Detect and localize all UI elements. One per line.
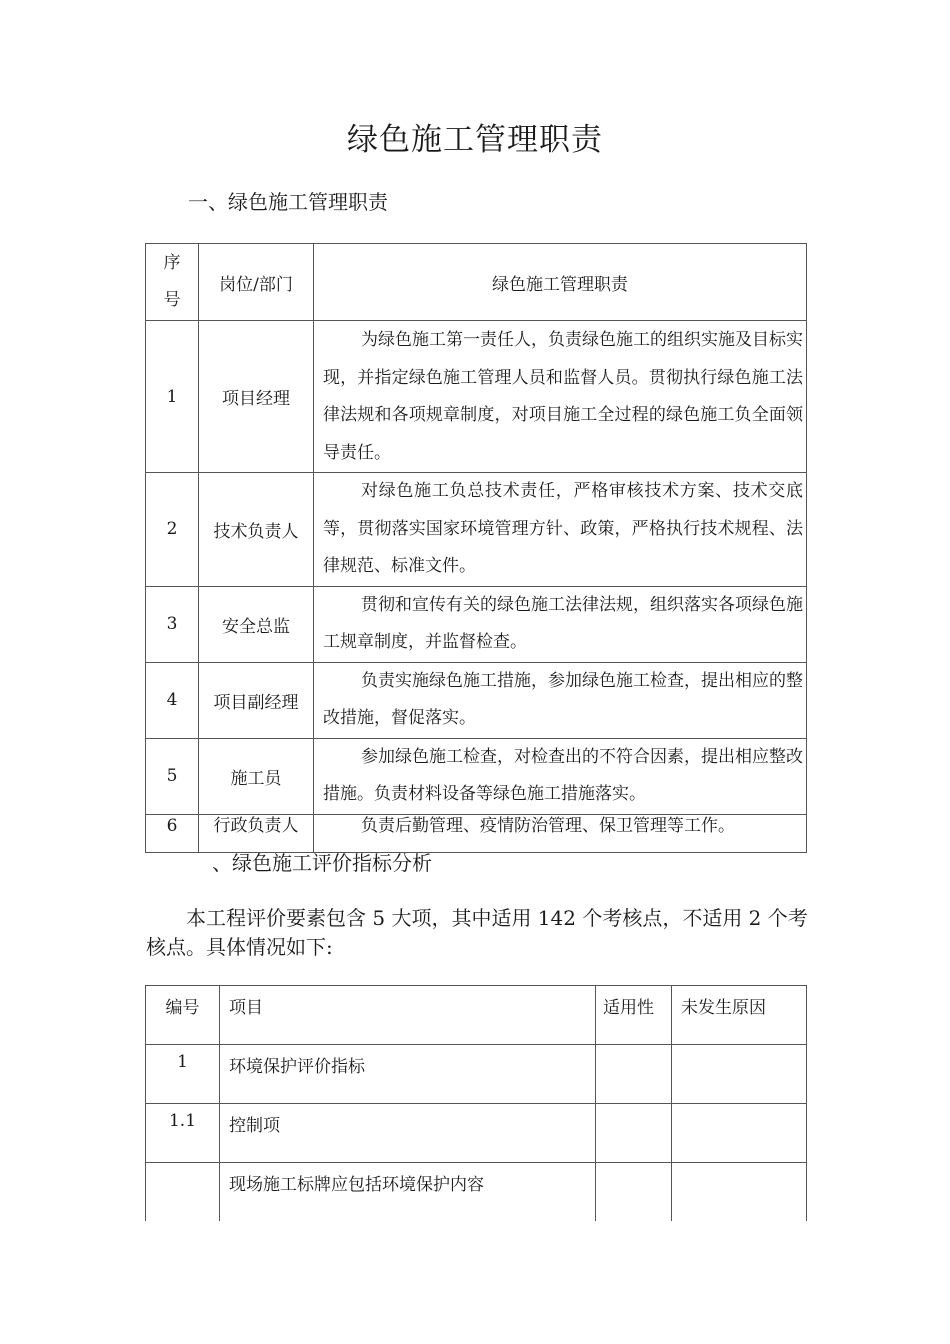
row-duty: 贯彻和宣传有关的绿色施工法律法规，组织落实各项绿色施工规章制度，并监督检查。 [314,586,807,662]
row-reason [672,1163,807,1222]
table-row [146,586,807,662]
row-reason [672,1104,807,1163]
table-row [146,473,807,587]
row-no [146,1163,220,1222]
row-duty: 参加绿色施工检查，对检查出的不符合因素，提出相应整改措施。负责材料设备等绿色施工措施落实。 [314,738,807,814]
row-applicable [596,1104,672,1163]
header-no: 编号 [146,986,220,1045]
row-reason [672,1045,807,1104]
row-no: 1 [146,321,199,473]
document-title: 绿色施工管理职责 [347,122,603,158]
row-item: 控制项 [220,1104,596,1163]
row-item: 现场施工标牌应包括环境保护内容 [220,1163,596,1222]
row-position: 项目副经理 [199,662,314,738]
table-row [146,1045,807,1104]
table-row [146,1104,807,1163]
table-row [146,662,807,738]
row-no: 4 [146,662,199,738]
row-duty: 负责实施绿色施工措施，参加绿色施工检查，提出相应的整改措施，督促落实。 [314,662,807,738]
row-duty: 对绿色施工负总技术责任，严格审核技术方案、技术交底等，贯彻落实国家环境管理方针、政策，严格执行技术规程、法律规范、标准文件。 [314,473,807,587]
row-item: 环境保护评价指标 [220,1045,596,1104]
row-duty: 为绿色施工第一责任人，负责绿色施工的组织实施及目标实现，并指定绿色施工管理人员和监督人员。贯彻执行绿色施工法律法规和各项规章制度，对项目施工全过程的绿色施工负全面领导责任。 [314,321,807,473]
row-position: 行政负责人 [199,814,314,852]
row-no: 5 [146,738,199,814]
evaluation-table [145,985,807,1221]
row-no: 6 [146,814,199,852]
table-row [146,321,807,473]
row-no: 1.1 [146,1104,220,1163]
table-header-row [146,244,807,321]
header-item: 项目 [220,986,596,1045]
row-position: 安全总监 [199,586,314,662]
row-position: 技术负责人 [199,473,314,587]
row-position: 施工员 [199,738,314,814]
table-row [146,1163,807,1222]
section-heading-1: 一、绿色施工管理职责 [188,190,388,214]
row-no: 1 [146,1045,220,1104]
row-no: 3 [146,586,199,662]
row-duty: 负责后勤管理、疫情防治管理、保卫管理等工作。 [314,814,807,852]
table-row [146,738,807,814]
row-applicable [596,1163,672,1222]
section-paragraph: 本工程评价要素包含 5 大项，其中适用 142 个考核点，不适用 2 个考核点。具体情况如下: [146,906,808,959]
header-applicable: 适用性 [596,986,672,1045]
table-header-row [146,986,807,1045]
row-applicable [596,1045,672,1104]
responsibility-table [145,243,807,853]
header-duty: 绿色施工管理职责 [314,244,807,321]
row-position: 项目经理 [199,321,314,473]
row-no: 2 [146,473,199,587]
header-seq: 序 号 [146,244,199,321]
section-heading-2: 、绿色施工评价指标分析 [212,851,432,875]
header-position: 岗位/部门 [199,244,314,321]
header-reason: 未发生原因 [672,986,807,1045]
